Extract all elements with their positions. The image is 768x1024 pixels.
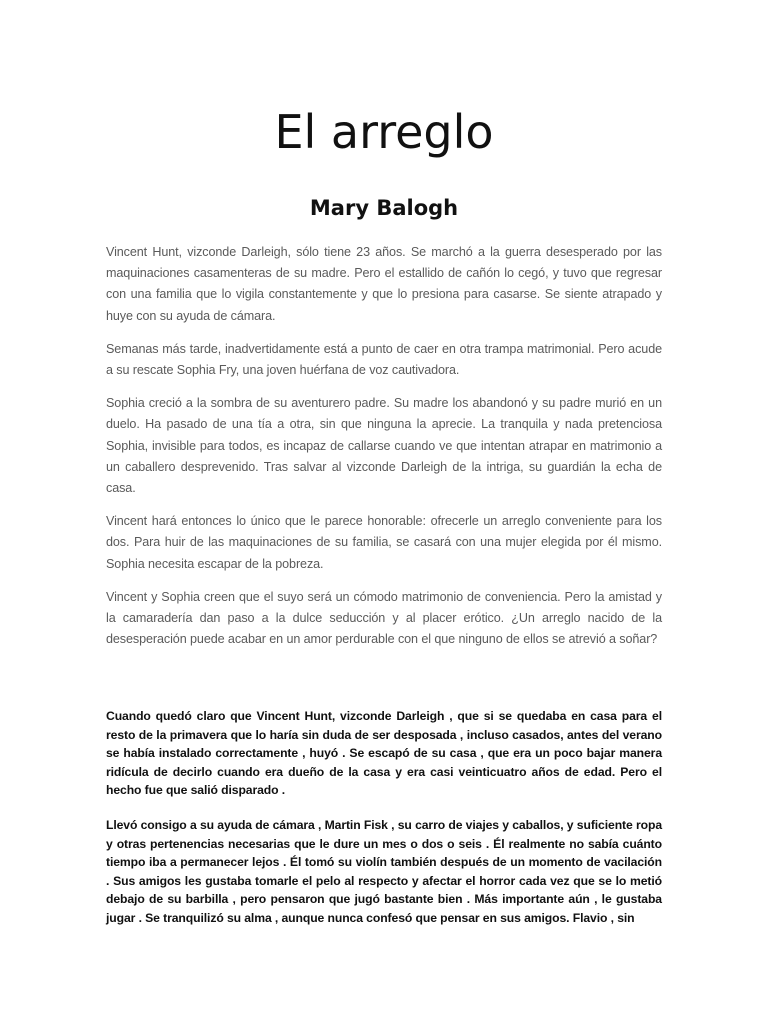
synopsis-section bbox=[106, 242, 662, 662]
synopsis-paragraph: Vincent hará entonces lo único que le parece honorable: ofrecerle un arreglo conveniente para los dos. Para huir de las maquinaciones de su familia, se casará con una mujer elegida por él mismo. Sophia necesita escapar de la pobreza. bbox=[106, 514, 662, 571]
synopsis-paragraph: Vincent y Sophia creen que el suyo será un cómodo matrimonio de conveniencia. Pero la amistad y la camaradería dan paso a la dulce seducción y al placer erótico. ¿Un arreglo nacido de la desesperación puede acabar en un amor perdurable con el que ninguno de ellos se atrevió a soñar? bbox=[106, 589, 662, 647]
synopsis-paragraph: Semanas más tarde, inadvertidamente está a punto de caer en otra trampa matrimonial. Pero acude a su rescate Sophia Fry, una joven huérfana de voz cautivadora. bbox=[106, 341, 662, 378]
synopsis-paragraph: Sophia creció a la sombra de su aventurero padre. Su madre los abandonó y su padre murió en un duelo. Ha pasado de una tía a otra, sin que ninguna la aprecie. La tranquila y nada pretenciosa Sophia, invisible para todos, es incapaz de callarse cuando ve que intentan atrapar en matrimonio a un caballero desprevenido. Tras salvar al vizconde Darleigh de la intriga, su guardián la echa de casa. bbox=[106, 396, 662, 496]
synopsis-paragraph: Vincent Hunt, vizconde Darleigh, sólo tiene 23 años. Se marchó a la guerra desesperado por las maquinaciones casamenteras de su madre. Pero el estallido de cañón lo cegó, y tuvo que regresar con una familia que lo vigila constantemente y que lo presiona para casarse. Se siente atrapado y huye con su ayuda de cámara. bbox=[106, 245, 662, 323]
chapter-paragraph: Cuando quedó claro que Vincent Hunt, vizconde Darleigh , que si se quedaba en casa para el resto de la primavera que lo haría sin duda de ser desposada , incluso casados, antes del verano se había instalado correctamente , huyó . Se escapó de su casa , que era un poco bajar manera ridícula de decirlo cuando era dueño de la casa y era casi veinticuatro años de edad. Pero el hecho fue que salió disparado . bbox=[106, 709, 662, 798]
chapter-text bbox=[106, 707, 662, 944]
document-author: Mary Balogh bbox=[309, 196, 459, 220]
chapter-paragraph: Llevó consigo a su ayuda de cámara , Martin Fisk , su carro de viajes y caballos, y suficiente ropa y otras pertenencias necesarias que le dure un mes o dos o seis . Él realmente no sabía cuánto tiempo iba a permanecer lejos . Él tomó su violín también después de un momento de vacilación . Sus amigos les gustaba tomarle el pelo al respecto y afectar el horror cada vez que se lo metió debajo de su barbilla , pero pensaron que jugó bastante bien . Más importante aún , le gustaba jugar . Se tranquilizó su alma , aunque nunca confesó que pensar en sus amigos. Flavio , sin bbox=[106, 817, 662, 925]
document-title: El arreglo bbox=[274, 105, 494, 159]
